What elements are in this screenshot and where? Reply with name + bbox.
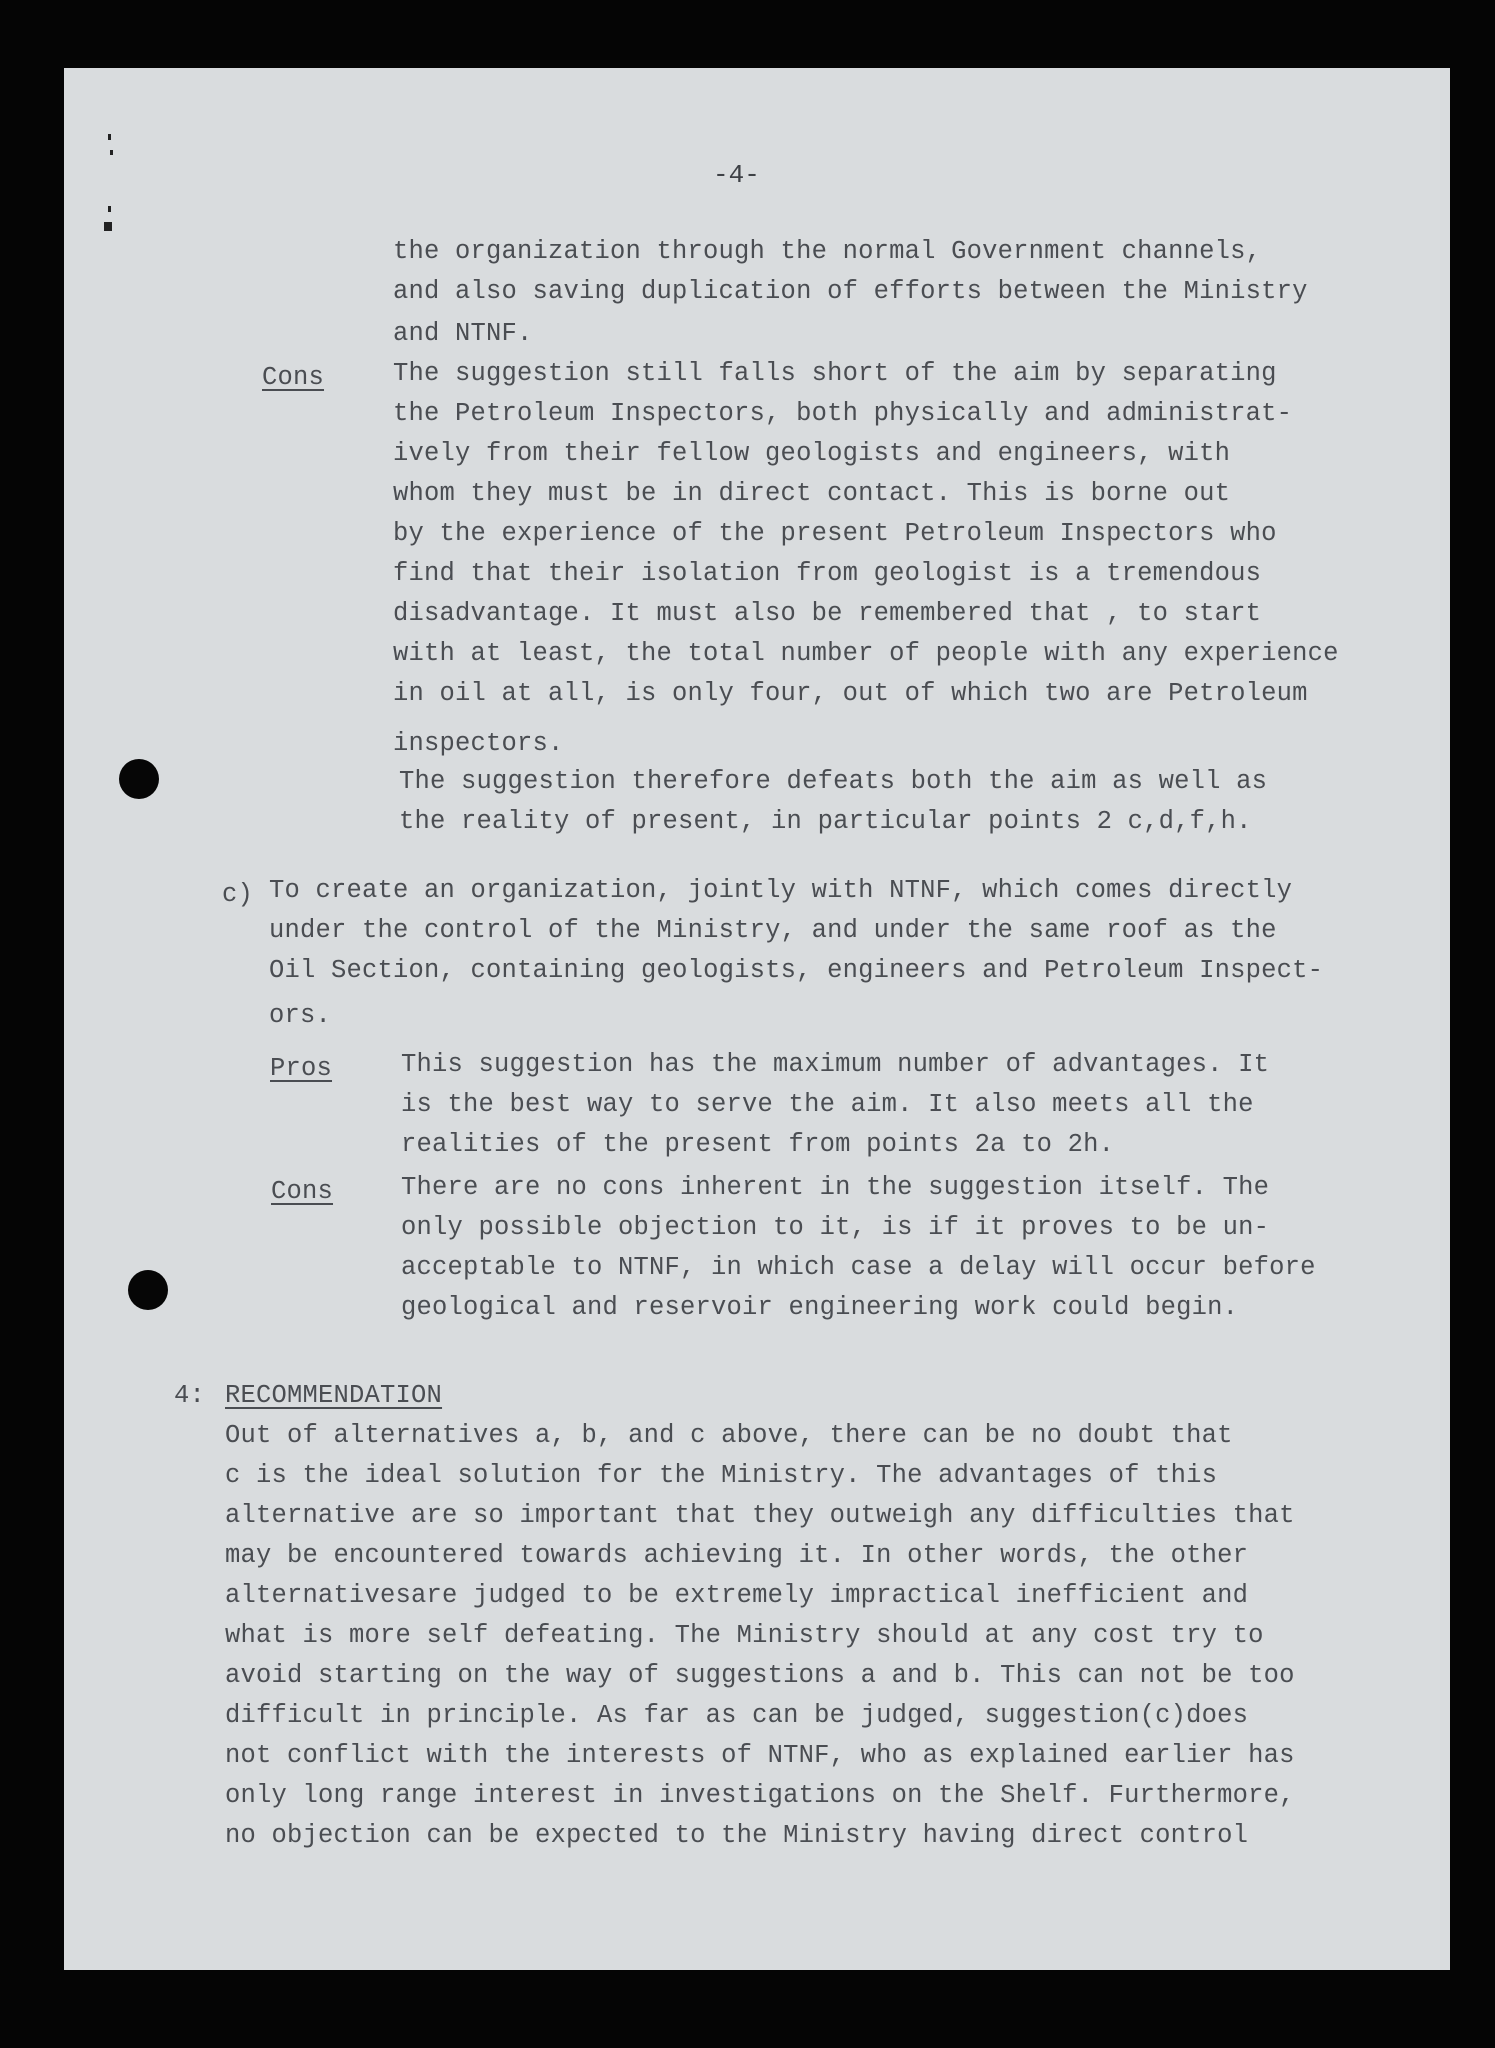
text-line: only long range interest in investigations on the Shelf. Furthermore, [225, 1781, 1295, 1810]
text-line: not conflict with the interests of NTNF, who as explained earlier has [225, 1741, 1295, 1770]
text-line: acceptable to NTNF, in which case a delay will occur before [401, 1253, 1316, 1282]
pros-label: Pros [270, 1054, 333, 1083]
punch-hole-lower [128, 1270, 168, 1310]
text-line: the Petroleum Inspectors, both physically and administrat- [393, 399, 1293, 428]
punch-hole-upper [119, 759, 159, 799]
text-line: disadvantage. It must also be remembered that , to start [393, 599, 1262, 628]
text-line: ors. [269, 1001, 332, 1030]
text-line: and NTNF. [393, 319, 533, 348]
text-line: no objection can be expected to the Ministry having direct control [225, 1821, 1249, 1850]
section-heading: RECOMMENDATION [225, 1381, 443, 1410]
text-line: There are no cons inherent in the suggestion itself. The [401, 1173, 1270, 1202]
text-line: the reality of present, in particular points 2 c,d,f,h. [399, 807, 1252, 836]
text-line: only possible objection to it, is if it proves to be un- [401, 1213, 1270, 1242]
section-marker-c: c) [222, 880, 254, 909]
text-line: may be encountered towards achieving it. In other words, the other [225, 1541, 1249, 1570]
text-line: The suggestion still falls short of the aim by separating [393, 359, 1277, 388]
text-line: avoid starting on the way of suggestions a and b. This can not be too [225, 1661, 1295, 1690]
text-line: geological and reservoir engineering work could begin. [401, 1293, 1239, 1322]
text-line: ively from their fellow geologists and engineers, with [393, 439, 1231, 468]
cons-label: Cons [271, 1177, 334, 1206]
text-line: To create an organization, jointly with NTNF, which comes directly [269, 876, 1293, 905]
margin-tick-mark [108, 206, 111, 212]
text-line: with at least, the total number of people with any experience [393, 639, 1339, 668]
text-line: This suggestion has the maximum number of advantages. It [401, 1050, 1270, 1079]
section-number: 4: [174, 1381, 206, 1410]
text-line: and also saving duplication of efforts between the Ministry [393, 277, 1308, 306]
text-line: in oil at all, is only four, out of which two are Petroleum [393, 679, 1308, 708]
text-line: under the control of the Ministry, and under the same roof as the [269, 916, 1277, 945]
text-line: alternative are so important that they outweigh any difficulties that [225, 1501, 1295, 1530]
text-line: alternativesare judged to be extremely impractical inefficient and [225, 1581, 1249, 1610]
margin-tick-mark [104, 222, 112, 231]
text-line: by the experience of the present Petroleum Inspectors who [393, 519, 1277, 548]
text-line: inspectors. [393, 729, 564, 758]
text-line: difficult in principle. As far as can be judged, suggestion(c)does [225, 1701, 1249, 1730]
text-line: is the best way to serve the aim. It also meets all the [401, 1090, 1254, 1119]
text-line: the organization through the normal Government channels, [393, 237, 1262, 266]
page-number: -4- [713, 160, 760, 190]
text-line: c is the ideal solution for the Ministry. The advantages of this [225, 1461, 1218, 1490]
text-line: Out of alternatives a, b, and c above, there can be no doubt that [225, 1421, 1233, 1450]
text-line: find that their isolation from geologist is a tremendous [393, 559, 1262, 588]
text-line: The suggestion therefore defeats both the aim as well as [399, 767, 1268, 796]
margin-tick-mark [108, 134, 111, 140]
text-line: realities of the present from points 2a to 2h. [401, 1130, 1115, 1159]
text-line: whom they must be in direct contact. This is borne out [393, 479, 1231, 508]
margin-tick-mark [110, 150, 113, 155]
cons-label: Cons [262, 363, 325, 392]
text-line: what is more self defeating. The Ministry should at any cost try to [225, 1621, 1264, 1650]
text-line: Oil Section, containing geologists, engineers and Petroleum Inspect- [269, 956, 1324, 985]
